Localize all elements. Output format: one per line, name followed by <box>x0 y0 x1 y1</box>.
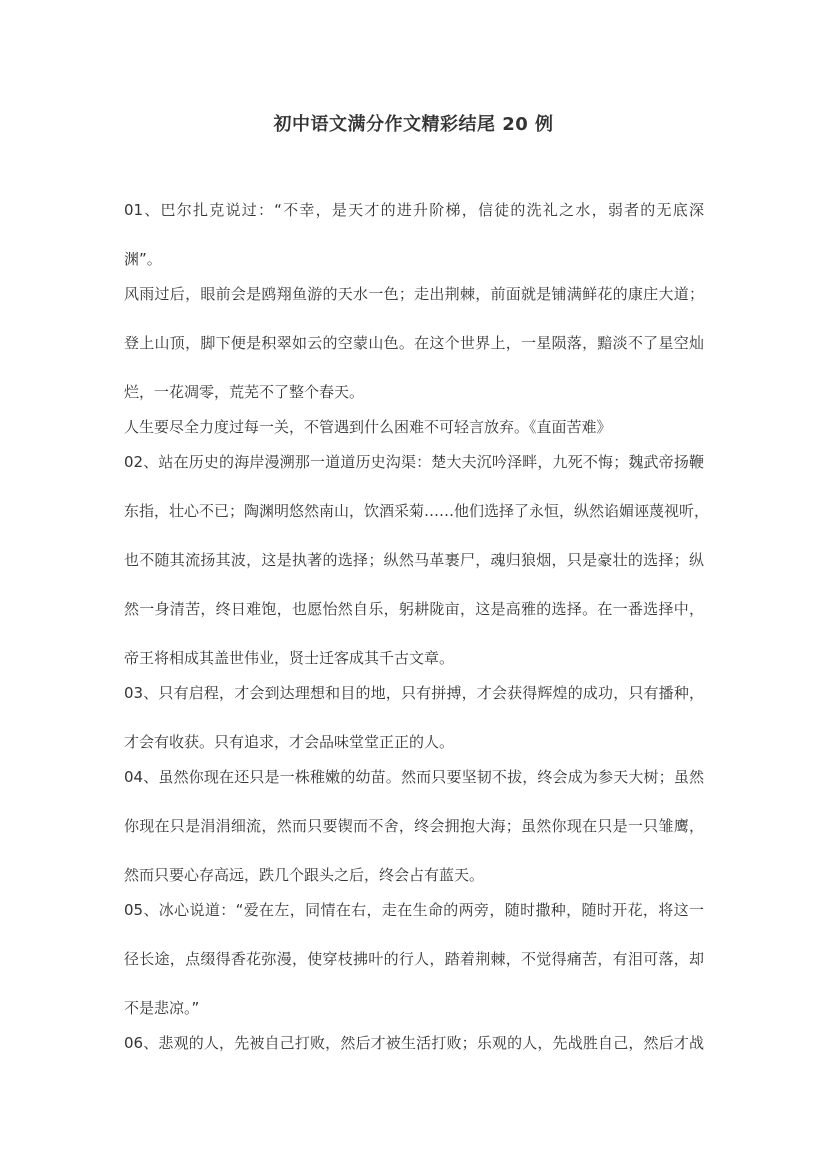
text-line: 径长途，点缀得香花弥漫，使穿枝拂叶的行人，踏着荆棘，不觉得痛苦，有泪可落，却 <box>124 950 704 968</box>
paragraph-storm <box>124 280 704 407</box>
text-line: 你现在只是涓涓细流，然而只要锲而不舍，终会拥抱大海；虽然你现在只是一只雏鹰， <box>124 817 704 835</box>
paragraph-life <box>124 413 704 442</box>
paragraph-03 <box>124 679 704 757</box>
text-line: 东指，壮心不已；陶渊明悠然南山，饮酒采菊……他们选择了永恒，纵然谄媚诬蔑视听， <box>124 502 710 520</box>
text-line: 04、虽然你现在还只是一株稚嫩的幼苗。然而只要坚韧不拔，终会成为参天大树；虽然 <box>124 768 704 786</box>
text-line: 02、站在历史的海岸漫溯那一道道历史沟渠：楚大夫沉吟泽畔，九死不悔；魏武帝扬鞭 <box>124 453 704 471</box>
paragraph-04 <box>124 763 704 890</box>
paragraph-02 <box>124 448 710 673</box>
text-line: 帝王将相成其盖世伟业，贤士迁客成其千古文章。 <box>124 649 455 667</box>
paragraph-05 <box>124 896 704 1023</box>
text-line: 才会有收获。只有追求，才会品味堂堂正正的人。 <box>124 733 455 751</box>
paragraph-06 <box>124 1029 704 1058</box>
text-line: 风雨过后，眼前会是鸥翔鱼游的天水一色；走出荆棘，前面就是铺满鲜花的康庄大道； <box>124 285 704 303</box>
text-line: 登上山顶，脚下便是积翠如云的空蒙山色。在这个世界上，一星陨落，黯淡不了星空灿 <box>124 334 704 352</box>
text-line: 渊”。 <box>124 250 162 268</box>
text-line: 人生要尽全力度过每一关，不管遇到什么困难不可轻言放弃。《直面苦难》 <box>124 418 612 436</box>
text-line: 06、悲观的人，先被自己打败，然后才被生活打败；乐观的人，先战胜自己，然后才战 <box>124 1034 704 1052</box>
text-line: 03、只有启程，才会到达理想和目的地，只有拼搏，才会获得辉煌的成功，只有播种， <box>124 684 704 702</box>
document-title: 初中语文满分作文精彩结尾 20 例 <box>273 114 554 135</box>
text-line: 然而只要心存高远，跌几个跟头之后，终会占有蓝天。 <box>124 866 485 884</box>
text-line: 不是悲凉。” <box>124 999 200 1017</box>
text-line: 烂，一花凋零，荒芜不了整个春天。 <box>124 383 365 401</box>
text-line: 05、冰心说道：“爱在左，同情在右，走在生命的两旁，随时撒种，随时开花，将这一 <box>124 901 704 919</box>
document-body <box>124 196 710 1078</box>
text-line: 01、巴尔扎克说过：“不幸，是天才的进升阶梯，信徒的洗礼之水，弱者的无底深 <box>124 201 704 219</box>
text-line: 也不随其流扬其波，这是执著的选择；纵然马革裹尸，魂归狼烟，只是豪壮的选择；纵 <box>124 551 704 569</box>
text-line: 然一身清苦，终日难饱，也愿怡然自乐，躬耕陇亩，这是高雅的选择。在一番选择中， <box>124 600 704 618</box>
paragraph-01 <box>124 196 704 274</box>
